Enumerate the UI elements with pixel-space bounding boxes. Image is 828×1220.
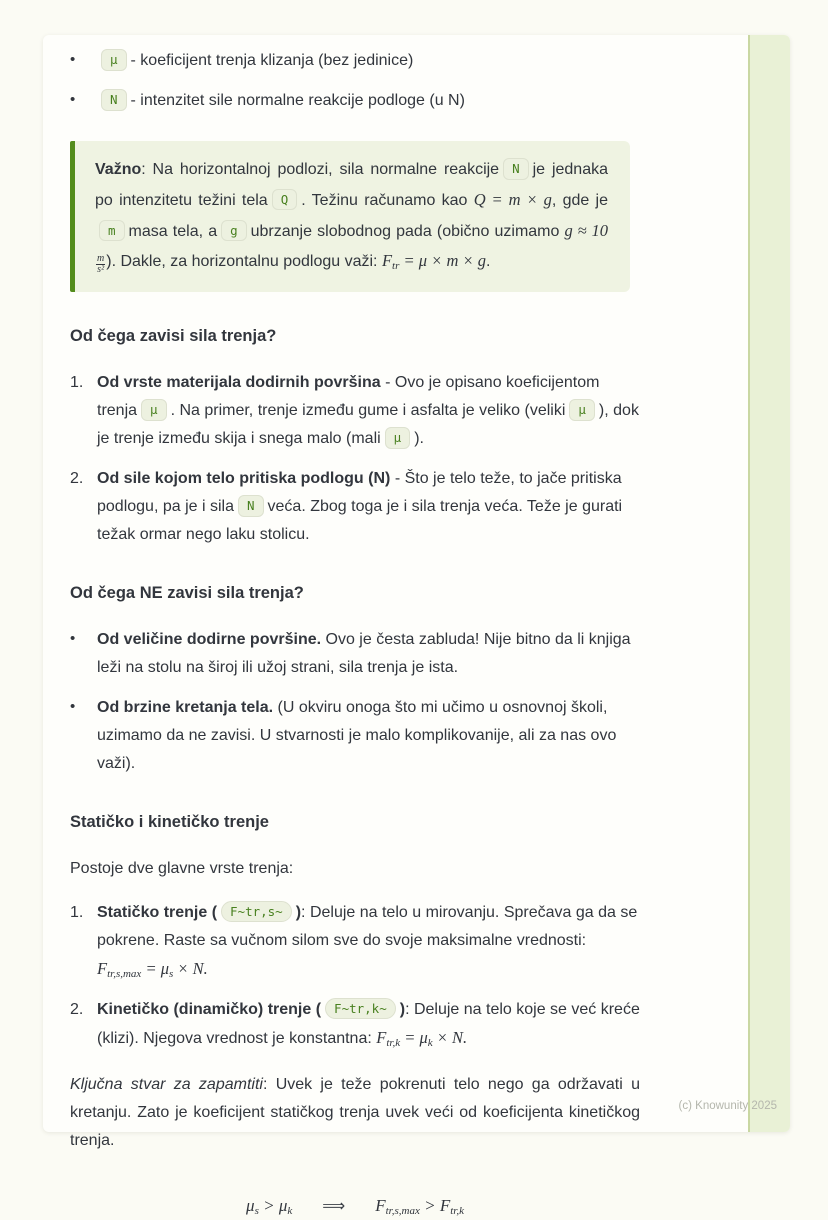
list-item-body bbox=[97, 694, 640, 778]
fraction-denominator: s² bbox=[97, 264, 105, 276]
math-rest: = μ × m × g bbox=[399, 251, 486, 271]
math-subscript: tr,s,max bbox=[385, 1204, 420, 1217]
paragraph-two-types: Postoje dve glavne vrste trenja: bbox=[70, 859, 294, 877]
math-rest: > μ bbox=[258, 1195, 288, 1215]
list-item-body bbox=[97, 47, 640, 75]
inline-code-badge: F~tr,k~ bbox=[325, 998, 396, 1020]
callout-text: . bbox=[486, 253, 491, 271]
math-subscript: k bbox=[287, 1204, 293, 1217]
heading-depends: Od čega zavisi sila trenja? bbox=[70, 327, 277, 346]
list-item bbox=[70, 899, 640, 984]
inline-code-badge: g bbox=[221, 220, 247, 242]
list-item bbox=[70, 694, 640, 778]
inline-code-badge: m bbox=[99, 220, 125, 242]
inline-code-badge: N bbox=[503, 158, 529, 180]
math-base: F bbox=[381, 251, 393, 271]
callout-text: je jednaka po intenzitetu težini tela bbox=[95, 161, 608, 209]
number-marker: 1. bbox=[70, 374, 84, 392]
list-item-text: Ovo je česta zabluda! Nije bitno da li knjiga leži na stolu na široj ili užoj strani, sila trenja je ista. bbox=[97, 630, 631, 676]
list-item-text: ). bbox=[414, 430, 424, 448]
list-item bbox=[70, 996, 640, 1053]
important-callout bbox=[70, 141, 630, 292]
math-subscript: tr,k bbox=[450, 1204, 464, 1217]
inline-code-badge: μ bbox=[569, 399, 595, 421]
list-item-body bbox=[97, 369, 640, 453]
callout-text: ubrzanje slobodnog pada (obično uzimamo bbox=[250, 222, 565, 240]
inline-math: g ≈ 10 bbox=[564, 220, 609, 240]
list-item-text: - intenzitet sile normalne reakcije podloge (u N) bbox=[130, 92, 465, 109]
callout-text: masa tela, a bbox=[128, 222, 218, 240]
list-item-text: : Deluje na telo u mirovanju. Sprečava ga da se pokrene. Raste sa vučnom silom sve do svoje maksimalne vrednosti: bbox=[97, 903, 638, 949]
callout-text: . Težinu računamo kao bbox=[301, 191, 474, 209]
list-item-bold: Statičko trenje ( bbox=[97, 903, 218, 921]
list-item-text: : Deluje na telo koje se već kreće (klizi). Njegova vrednost je konstantna: bbox=[97, 1000, 640, 1047]
list-item-text: . Na primer, trenje između gume i asfalta je veliko (veliki bbox=[170, 402, 566, 420]
fraction bbox=[96, 254, 105, 276]
math-base: F bbox=[375, 1195, 386, 1215]
list-item-body bbox=[97, 996, 640, 1053]
page-content bbox=[43, 35, 790, 1220]
list-item-text: (U okviru onoga što mi učimo u osnovnoj školi, uzimamo da ne zavisi. U stvarnosti je malo komplikovanije, ali za nas ovo važi). bbox=[97, 698, 617, 772]
list-item bbox=[70, 465, 640, 549]
list-item-bold: ) bbox=[399, 1000, 406, 1018]
math-subscript: s bbox=[254, 1204, 259, 1217]
callout-label: Važno bbox=[95, 161, 142, 178]
list-item-bold: Od veličine dodirne površine. bbox=[97, 630, 322, 648]
implies-arrow-icon: ⟹ bbox=[322, 1195, 346, 1215]
math-rest: = μ bbox=[400, 1027, 428, 1047]
inline-math bbox=[97, 955, 640, 984]
inline-code-badge: Q bbox=[272, 189, 298, 211]
list-item-body bbox=[97, 899, 640, 984]
inline-code-badge: F~tr,s~ bbox=[221, 901, 292, 923]
math-rest: > F bbox=[419, 1195, 451, 1215]
ordered-list-depends bbox=[70, 369, 640, 549]
paragraph-key-point bbox=[70, 1071, 640, 1155]
fraction-numerator: m bbox=[97, 252, 105, 264]
list-item-text: - Što je telo teže, to jače pritiska podlogu, pa je i sila bbox=[97, 470, 622, 516]
list-item bbox=[70, 626, 640, 682]
math-subscript: k bbox=[427, 1036, 433, 1049]
bullet-marker: • bbox=[70, 629, 76, 647]
number-marker: 2. bbox=[70, 470, 84, 488]
math-base: F bbox=[97, 958, 108, 978]
bullet-marker: • bbox=[70, 51, 76, 68]
math-base: F bbox=[376, 1027, 387, 1047]
math-subscript: tr bbox=[392, 260, 400, 273]
list-item-bold: Kinetičko (dinamičko) trenje ( bbox=[97, 1000, 322, 1018]
bullet-marker: • bbox=[70, 91, 76, 108]
inline-code-badge: μ bbox=[141, 399, 167, 421]
display-formula bbox=[70, 1191, 640, 1220]
callout-text: : Na horizontalnoj podlozi, sila normalne reakcije bbox=[141, 161, 500, 178]
document-page bbox=[43, 35, 790, 1217]
list-item bbox=[70, 369, 640, 453]
callout-text: ). Dakle, za horizontalnu podlogu važi: bbox=[106, 253, 382, 271]
list-item-bold: Od sile kojom telo pritiska podlogu (N) bbox=[97, 470, 391, 488]
inline-math: Q = m × g bbox=[473, 189, 552, 209]
copyright-footer: (c) Knowunity 2025 bbox=[678, 1100, 777, 1112]
inline-math bbox=[381, 251, 486, 273]
number-marker: 2. bbox=[70, 1000, 84, 1018]
inline-code-badge: N bbox=[101, 89, 127, 111]
list-item-text: ), dok je trenje između skija i snega malo (mali bbox=[97, 402, 639, 448]
math-subscript: s bbox=[169, 967, 174, 980]
intro-bullet-list bbox=[70, 47, 640, 115]
ordered-list-types bbox=[70, 899, 640, 1053]
paragraph-lead-italic: Ključna stvar za zapamtiti bbox=[70, 1075, 263, 1093]
math-subscript: tr,k bbox=[386, 1036, 401, 1049]
number-marker: 1. bbox=[70, 903, 84, 921]
math-rest: × N. bbox=[173, 958, 208, 978]
list-item-bold: ) bbox=[295, 903, 302, 921]
list-item bbox=[70, 47, 640, 75]
inline-code-badge: N bbox=[238, 495, 264, 517]
list-item-body bbox=[97, 87, 640, 115]
list-item-body bbox=[97, 465, 640, 549]
inline-code-badge: μ bbox=[101, 49, 127, 71]
paragraph-text: : Uvek je teže pokrenuti telo nego ga održavati u kretanju. Zato je koeficijent statičkog trenja uvek veći od koeficijenta kinetičkog trenja. bbox=[70, 1075, 641, 1149]
bullet-marker: • bbox=[70, 697, 76, 715]
list-item-body bbox=[97, 626, 640, 682]
list-item-text: - Ovo je opisano koeficijentom trenja bbox=[97, 374, 600, 420]
math-rest: = μ bbox=[141, 958, 169, 978]
list-item-text: veća. Zbog toga je i sila trenja veća. Teže je gurati težak ormar nego laku stolicu. bbox=[97, 498, 623, 544]
list-item-bold: Od brzine kretanja tela. bbox=[97, 698, 274, 716]
math-subscript: tr,s,max bbox=[107, 967, 142, 980]
list-item-bold: Od vrste materijala dodirnih površina bbox=[97, 374, 381, 392]
bullet-list-not-depends bbox=[70, 626, 640, 778]
math-rest: × N. bbox=[432, 1027, 468, 1047]
list-item bbox=[70, 87, 640, 115]
inline-code-badge: μ bbox=[385, 427, 411, 449]
heading-static-kinetic: Statičko i kinetičko trenje bbox=[70, 812, 269, 831]
list-item-text: - koeficijent trenja klizanja (bez jedinice) bbox=[130, 52, 414, 69]
callout-text: , gde je bbox=[551, 191, 608, 209]
math-base: μ bbox=[246, 1195, 255, 1215]
heading-not-depends: Od čega NE zavisi sila trenja? bbox=[70, 584, 304, 603]
inline-math bbox=[376, 1028, 467, 1047]
